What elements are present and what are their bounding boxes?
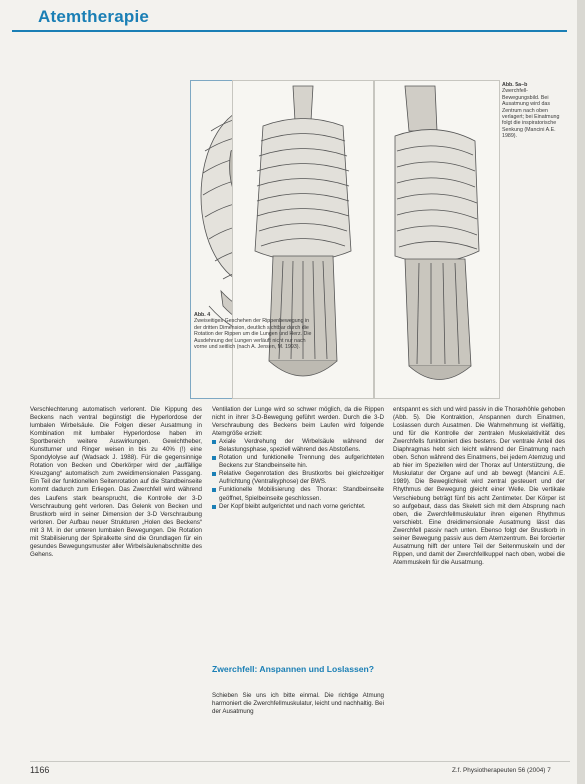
journal-reference: Z.f. Physiotherapeuten 56 (2004) 7 — [452, 767, 551, 774]
bullet-item: Relative Gegenrotation des Brustkorbs bei gleichzeitiger Aufrichtung (Ventralkyphose) der BWS. — [212, 470, 384, 486]
figure-caption-text-1: Zweiseitiges Geschehen der Rippenbewegung in der dritten Dimension, deutlich sichtbar durch die Rotation der Rippen um die Lungen und Herz. Die Ausdehnung der Lungen verläuft nicht nur nach vorne und seitlich (nach A. Jensen, M. 1993). — [194, 318, 312, 351]
footer-rule — [30, 761, 570, 762]
page-edge-shadow — [577, 0, 585, 784]
bullet-list — [212, 438, 384, 510]
bullet-item: Funktionelle Mobilisierung des Thorax: Standbeinseite geöffnet, Spielbeinseite geschlossen. — [212, 486, 384, 502]
bullet-item: Axiale Verdrehung der Wirbelsäule während der Belastungsphase, speziell während des Abstoßens. — [212, 438, 384, 454]
column-2-intro: Ventilation der Lunge wird so schwer möglich, da die Rippen nicht in ihrer 3-D-Bewegung geführt werden. Durch die 3-D Verschraubung des Beckens beim Laufen wird folgende Atemgröße erzielt: — [212, 406, 384, 438]
torso-front-drawing — [233, 81, 373, 398]
text-column-1: Verschlechterung automatisch verlorent. Die Kippung des Beckens nach ventral begünstigt die Hyperlordose der lumbalen Wirbelsäule. Die Folgen dieser Ausatmung in Kombination mit lumbaler Hyperlordose haben im Sportbereich weitere Auswirkungen. Gewichtheber, Kunstturner und Ringer weisen in bis zu 40% (!) eine Spondylolyse auf (Wadsack J. 1988). Für die gegensinnige Rotation von Becken und Oberkörper wird der „auffällige Kreuzgang“ automatisch zum zweidimensionalen Passgang. Ein Teil der funktionellen Seitenrotation auf die Standbeinseite kommt dadurch zum Erliegen. Das Zwerchfell wird während des Laufens stark beansprucht, die Kontrolle der 3-D Verschraubung geht verloren. Das Gelenk von Becken und Brustkorb wird in seiner Dimension der 3-D Verschraubung verloren. Der Aufbau neuer Strukturen „Holen des Beckens“ mit 3 M. in der unteren lumbalen Bewegungen. Die Rotation mit Stabilisierung der Spiralkette sind die Grundlagen für ein gesundes Bewegungsmuster aller Wirbelsäulenabschnitte des Gehens. — [30, 406, 202, 558]
figure-caption-text-2: Zwerchfell-Bewegungsbild. Bei Ausatmung wird das Zentrum nach oben verlagert; bei Einatmung folgt die inspiratorische Senkung (Mancini A.E. 1989). — [502, 88, 560, 140]
figure-caption-1 — [194, 312, 318, 350]
figure-label-2: Abb. 5a–b — [502, 82, 528, 88]
torso-side-illustration — [374, 80, 500, 399]
text-column-2-continued: Schieben Sie uns ich bitte einmal. Die richtige Atmung harmoniert die Zwerchfellmuskulatur, leicht und nachhaltig. Bei der Ausatmung — [212, 692, 384, 716]
page-section-title: Atemtherapie — [38, 7, 150, 26]
torso-side-drawing — [375, 81, 499, 398]
text-column-2 — [212, 406, 384, 511]
figure-caption-2 — [502, 82, 560, 140]
figure-label-1: Abb. 4 — [194, 312, 211, 318]
section-subheading: Zwerchfell: Anspannen und Loslassen? — [212, 664, 375, 674]
bullet-item: Rotation und funktionelle Trennung des aufgerichteten Beckens zur Standbeinseite hin. — [212, 454, 384, 470]
text-column-3: entspannt es sich und wird passiv in die Thoraxhöhle gehoben (Abb. 5). Die Kontraktion, Anspannen durch Einatmen, Loslassen durch Ausatmen. Die Wahrnehmung ist vielfältig, und für die Kontrolle der zentralen Muskelaktivität des Zwerchfells funktioniert dies bestens. Der ventrale Anteil des Diaphragmas hebt sich leicht während der Einatmung nach oben. Schon während des Einatmens, bei jedem Atemzug und ab hier im Speziellen wird der Thorax auf Unterstützung, die Muskulatur der Organe auf und ab bewegt (Mancini A.E. 1989). Die Beweglichkeit wird zentral gesteuert und der Rhythmus der Bewegung gleicht einer Welle. Die vertikale Verschiebung beträgt fünf bis acht Zentimeter. Der Körper ist so aufgebaut, dass das Skelett sich mit dem Absprung nach oben, die Zwerchfellmuskulatur ihren eigenen Rhythmus verschiebt. Eine dreidimensionale Ausatmung lässt das Zwerchfell passiv nach unten. Ebenso folgt der Brustkorb in seiner Bewegung passiv aus dem Atemzentrum. Bei forcierter Ausatmung hilft der untere Teil der Seitenmuskeln und der Rippen, und damit der Zwerchfellkuppel nach oben, wobei die Atemmuskeln für die Ausatmung. — [393, 406, 565, 566]
header-rule — [12, 30, 567, 32]
bullet-item: Der Kopf bleibt aufgerichtet und nach vorne gerichtet. — [212, 503, 384, 511]
page-number: 1166 — [30, 765, 50, 775]
torso-front-illustration — [232, 80, 374, 399]
